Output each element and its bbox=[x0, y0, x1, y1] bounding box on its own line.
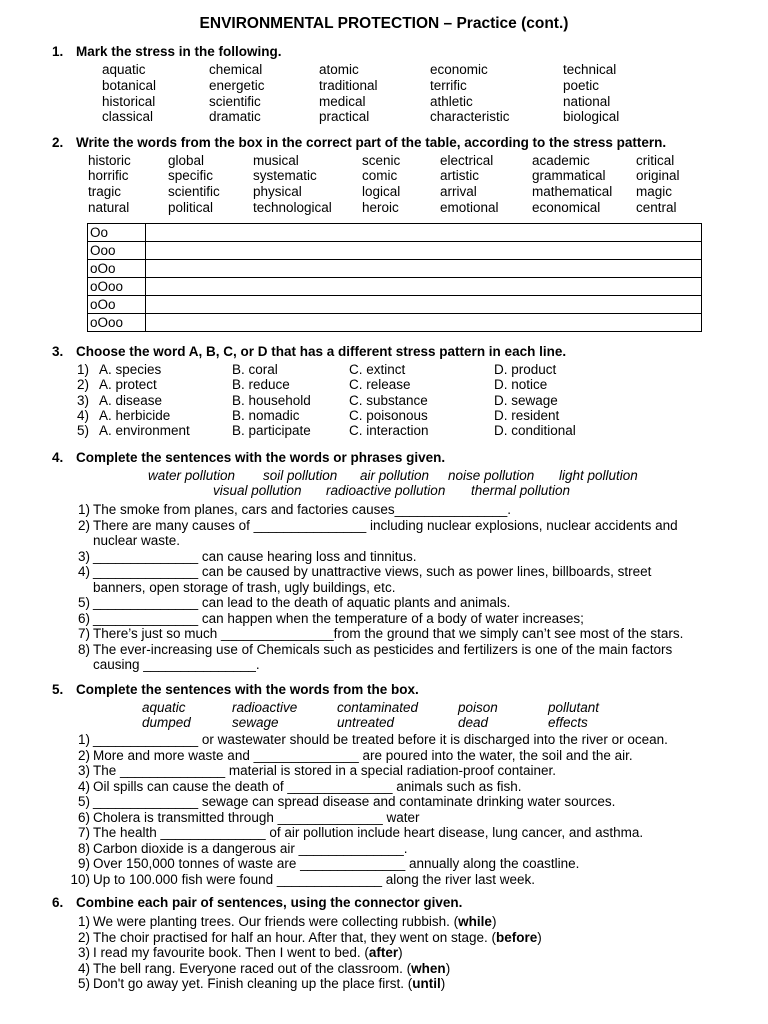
word-item: energetic bbox=[209, 78, 265, 93]
word-item: physical bbox=[253, 184, 302, 199]
section-5-instruction: Complete the sentences with the words from the box. bbox=[76, 682, 419, 697]
sentence-text: The bell rang. Everyone raced out of the classroom. ( bbox=[93, 960, 412, 976]
table-row bbox=[88, 224, 702, 242]
item-number: 7) bbox=[77, 626, 90, 641]
connector-word: while bbox=[458, 914, 492, 929]
table-row bbox=[88, 278, 702, 296]
word-item: terrific bbox=[430, 78, 467, 93]
sentence-text: Oil spills can cause the death of ______________ animals such as fish. bbox=[93, 778, 522, 794]
section-5-heading bbox=[52, 682, 419, 698]
item-number: 5) bbox=[77, 794, 90, 809]
item-number: 3) bbox=[77, 945, 90, 960]
table-row bbox=[88, 260, 702, 278]
item-number: 3) bbox=[76, 393, 89, 408]
section-4-instruction: Complete the sentences with the words or phrases given. bbox=[76, 450, 446, 465]
sentence-text: The ever-increasing use of Chemicals such as pesticides and fertilizers is one of the main factors bbox=[93, 641, 673, 657]
box-phrase: soil pollution bbox=[263, 468, 338, 483]
stress-pattern-label: Ooo bbox=[88, 242, 146, 260]
box-phrase: noise pollution bbox=[448, 468, 535, 483]
item-number: 2) bbox=[76, 377, 89, 392]
section-6-heading bbox=[52, 895, 462, 911]
sentence-text: Up to 100.000 fish were found ______________ along the river last week. bbox=[93, 871, 536, 887]
option-c: C. interaction bbox=[349, 423, 429, 438]
closing-paren: ) bbox=[398, 945, 403, 960]
word-item: central bbox=[636, 200, 677, 215]
item-number: 2) bbox=[77, 747, 90, 763]
answer-cell bbox=[146, 314, 702, 332]
sentence-text-wrap bbox=[93, 945, 403, 961]
option-b: B. reduce bbox=[232, 377, 290, 392]
option-c: C. poisonous bbox=[349, 408, 428, 423]
connector-word: when bbox=[411, 960, 446, 976]
item-number: 1) bbox=[77, 914, 90, 929]
option-b: B. coral bbox=[232, 362, 278, 377]
sentence-item bbox=[68, 595, 511, 611]
box-word: untreated bbox=[337, 715, 395, 730]
item-number: 8) bbox=[77, 840, 90, 856]
section-6-instruction: Combine each pair of sentences, using the connector given. bbox=[76, 895, 463, 910]
word-item: economic bbox=[430, 62, 488, 77]
connector-word: until bbox=[412, 976, 441, 991]
item-number: 1) bbox=[77, 502, 90, 517]
item-number: 2) bbox=[77, 517, 90, 533]
option-d: D. conditional bbox=[494, 423, 576, 438]
section-3-instruction: Choose the word A, B, C, or D that has a different stress pattern in each line. bbox=[76, 344, 567, 359]
sentence-continuation: nuclear waste. bbox=[93, 533, 181, 548]
stress-pattern-label: oOoo bbox=[88, 278, 146, 296]
sentence-text: Carbon dioxide is a dangerous air ______________. bbox=[93, 840, 408, 856]
sentence-text: Over 150,000 tonnes of waste are ______________ annually along the coastline. bbox=[93, 856, 580, 871]
sentence-text: The ______________ material is stored in a special radiation-proof container. bbox=[93, 763, 557, 778]
sentence-item bbox=[68, 502, 512, 518]
section-6-number: 6. bbox=[52, 895, 64, 910]
section-1-instruction: Mark the stress in the following. bbox=[76, 44, 282, 59]
item-number: 5) bbox=[77, 976, 90, 991]
option-c: C. release bbox=[349, 377, 411, 392]
option-c: C. extinct bbox=[349, 362, 406, 377]
box-phrase: light pollution bbox=[559, 468, 638, 483]
sentence-text-wrap bbox=[93, 976, 445, 992]
item-number: 5) bbox=[76, 423, 89, 438]
sentence-text-wrap bbox=[93, 914, 496, 930]
word-item: electrical bbox=[440, 153, 494, 168]
item-number: 1) bbox=[76, 362, 89, 377]
sentence-continuation: causing _______________. bbox=[93, 657, 260, 672]
sentence-text: ______________ can lead to the death of aquatic plants and animals. bbox=[93, 595, 511, 610]
word-item: technological bbox=[253, 200, 332, 215]
option-a: A. species bbox=[99, 362, 162, 377]
box-word: poison bbox=[458, 700, 498, 715]
sentence-text-wrap bbox=[93, 930, 542, 946]
sentence-text: Don't go away yet. Finish cleaning up the place first. ( bbox=[93, 976, 413, 991]
word-item: poetic bbox=[563, 78, 600, 93]
item-number: 3) bbox=[77, 763, 90, 778]
sentence-text: ______________ or wastewater should be treated before it is discharged into the river or ocean. bbox=[93, 732, 668, 747]
box-phrase: thermal pollution bbox=[471, 483, 571, 498]
option-d: D. resident bbox=[494, 408, 560, 423]
sentence-text: Cholera is transmitted through ______________ water bbox=[93, 809, 420, 825]
option-a: A. herbicide bbox=[99, 408, 171, 423]
sentence-text: ______________ can be caused by unattractive views, such as power lines, billboards, street bbox=[93, 564, 652, 579]
box-phrase: water pollution bbox=[148, 468, 236, 483]
sentence-text: The smoke from planes, cars and factories causes_______________. bbox=[93, 502, 512, 517]
sentence-item bbox=[68, 626, 684, 642]
word-item: specific bbox=[168, 168, 214, 183]
section-1-heading bbox=[52, 44, 282, 60]
box-word: sewage bbox=[232, 715, 279, 730]
box-word: effects bbox=[548, 715, 588, 730]
stress-pattern-label: oOo bbox=[88, 260, 146, 278]
word-item: logical bbox=[362, 184, 401, 199]
connector-word: before bbox=[495, 929, 538, 945]
word-item: academic bbox=[532, 153, 590, 168]
box-word: contaminated bbox=[337, 700, 419, 715]
table-row bbox=[88, 314, 702, 332]
word-item: musical bbox=[253, 153, 299, 168]
answer-cell bbox=[146, 278, 702, 296]
word-item: critical bbox=[636, 153, 675, 168]
table-row bbox=[88, 296, 702, 314]
word-item: political bbox=[168, 200, 214, 215]
sentence-continuation: banners, open storage of trash, ugly buildings, etc. bbox=[93, 579, 396, 595]
sentence-item bbox=[68, 517, 678, 534]
sentence-text-wrap bbox=[93, 961, 450, 977]
sentence-item bbox=[68, 610, 584, 627]
sentence-item bbox=[68, 564, 652, 580]
box-word: aquatic bbox=[142, 700, 186, 715]
word-item: dramatic bbox=[209, 109, 261, 124]
option-a: A. environment bbox=[99, 423, 190, 438]
word-item: magic bbox=[636, 184, 673, 199]
item-number: 4) bbox=[77, 960, 90, 976]
sentence-item bbox=[68, 548, 417, 565]
word-item: comic bbox=[362, 168, 398, 183]
page-title: ENVIRONMENTAL PROTECTION – Practice (cont.) bbox=[199, 15, 569, 32]
word-item: natural bbox=[88, 200, 130, 215]
option-b: B. nomadic bbox=[232, 408, 300, 423]
item-number: 4) bbox=[77, 564, 90, 579]
sentence-text: ______________ can cause hearing loss and tinnitus. bbox=[93, 548, 417, 564]
stress-pattern-table bbox=[87, 223, 702, 332]
word-item: global bbox=[168, 153, 205, 168]
word-item: medical bbox=[319, 94, 366, 109]
section-5-number: 5. bbox=[52, 682, 64, 697]
section-2-instruction: Write the words from the box in the correct part of the table, according to the stress pattern. bbox=[76, 135, 667, 150]
box-word: pollutant bbox=[548, 700, 600, 715]
section-4-heading bbox=[52, 450, 445, 466]
word-item: technical bbox=[563, 62, 617, 77]
box-phrase: air pollution bbox=[360, 468, 430, 483]
option-a: A. disease bbox=[99, 393, 163, 408]
closing-paren: ) bbox=[445, 960, 451, 976]
word-item: scenic bbox=[362, 153, 401, 168]
sentence-text: ______________ sewage can spread disease and contaminate drinking water sources. bbox=[93, 794, 616, 809]
word-item: biological bbox=[563, 109, 620, 124]
answer-cell bbox=[146, 296, 702, 314]
stress-pattern-label: oOoo bbox=[88, 314, 146, 332]
sentence-text: I read my favourite book. Then I went to bed. ( bbox=[93, 945, 369, 960]
section-4-sentences bbox=[68, 502, 684, 673]
closing-paren: ) bbox=[440, 976, 446, 991]
section-2-heading bbox=[52, 135, 666, 151]
word-item: arrival bbox=[440, 184, 477, 199]
word-item: atomic bbox=[319, 62, 359, 77]
sentence-text: There’s just so much _______________from the ground that we simply can’t see most of the stars. bbox=[93, 626, 684, 641]
word-item: artistic bbox=[440, 168, 480, 183]
word-item: athletic bbox=[430, 94, 473, 109]
word-item: economical bbox=[532, 200, 601, 215]
sentence-text: More and more waste and ______________ are poured into the water, the soil and the air. bbox=[93, 747, 633, 763]
sentence-text: There are many causes of _______________ including nuclear explosions, nuclear accidents and bbox=[93, 517, 678, 533]
box-word: dumped bbox=[142, 715, 191, 730]
word-item: tragic bbox=[88, 184, 122, 199]
item-number: 1) bbox=[77, 732, 90, 747]
item-number: 10) bbox=[70, 871, 90, 887]
item-number: 3) bbox=[77, 548, 90, 564]
word-item: scientific bbox=[209, 94, 261, 109]
box-phrase: visual pollution bbox=[213, 483, 302, 498]
sentence-item bbox=[68, 641, 673, 658]
word-item: practical bbox=[319, 109, 370, 124]
word-item: botanical bbox=[102, 78, 157, 93]
stress-pattern-label: Oo bbox=[88, 224, 146, 242]
item-number: 8) bbox=[77, 641, 90, 657]
item-number: 9) bbox=[77, 856, 90, 871]
item-number: 4) bbox=[77, 778, 90, 794]
word-item: horrific bbox=[88, 168, 129, 183]
item-number: 6) bbox=[77, 610, 90, 626]
section-3-number: 3. bbox=[52, 344, 64, 359]
section-4-number: 4. bbox=[52, 450, 64, 465]
option-d: D. notice bbox=[494, 377, 548, 392]
section-3-heading bbox=[52, 344, 566, 360]
table-row bbox=[88, 242, 702, 260]
option-b: B. household bbox=[232, 393, 311, 408]
option-a: A. protect bbox=[99, 377, 157, 392]
item-number: 4) bbox=[76, 408, 89, 423]
answer-cell bbox=[146, 242, 702, 260]
word-item: scientific bbox=[168, 184, 220, 199]
option-d: D. product bbox=[494, 362, 557, 377]
closing-paren: ) bbox=[537, 929, 542, 945]
word-item: traditional bbox=[319, 78, 378, 93]
option-b: B. participate bbox=[232, 423, 311, 438]
word-item: grammatical bbox=[532, 168, 606, 183]
option-d: D. sewage bbox=[494, 393, 558, 408]
item-number: 2) bbox=[77, 929, 90, 945]
answer-cell bbox=[146, 260, 702, 278]
section-1-number: 1. bbox=[52, 44, 64, 59]
word-item: systematic bbox=[253, 168, 317, 183]
word-item: historic bbox=[88, 153, 131, 168]
word-item: characteristic bbox=[430, 109, 510, 124]
item-number: 6) bbox=[77, 809, 90, 825]
word-item: chemical bbox=[209, 62, 263, 77]
word-item: national bbox=[563, 94, 611, 109]
connector-word: after bbox=[368, 945, 399, 960]
closing-paren: ) bbox=[491, 914, 497, 929]
item-number: 5) bbox=[77, 595, 90, 610]
stress-pattern-label: oOo bbox=[88, 296, 146, 314]
word-item: heroic bbox=[362, 200, 399, 215]
word-item: aquatic bbox=[102, 62, 146, 77]
box-word: dead bbox=[458, 715, 489, 730]
section-2-number: 2. bbox=[52, 135, 64, 150]
item-number: 7) bbox=[77, 825, 90, 840]
option-c: C. substance bbox=[349, 393, 428, 408]
box-word: radioactive bbox=[232, 700, 298, 715]
sentence-text: The choir practised for half an hour. After that, they went on stage. ( bbox=[93, 929, 496, 945]
sentence-text: The health ______________ of air pollution include heart disease, lung cancer, and asthma. bbox=[93, 825, 644, 840]
word-item: mathematical bbox=[532, 184, 613, 199]
word-item: emotional bbox=[440, 200, 499, 215]
box-phrase: radioactive pollution bbox=[326, 483, 446, 498]
word-item: historical bbox=[102, 94, 156, 109]
word-item: original bbox=[636, 168, 680, 183]
word-item: classical bbox=[102, 109, 154, 124]
sentence-text: We were planting trees. Our friends were collecting rubbish. ( bbox=[93, 914, 459, 929]
sentence-text: ______________ can happen when the temperature of a body of water increases; bbox=[93, 610, 584, 626]
answer-cell bbox=[146, 224, 702, 242]
